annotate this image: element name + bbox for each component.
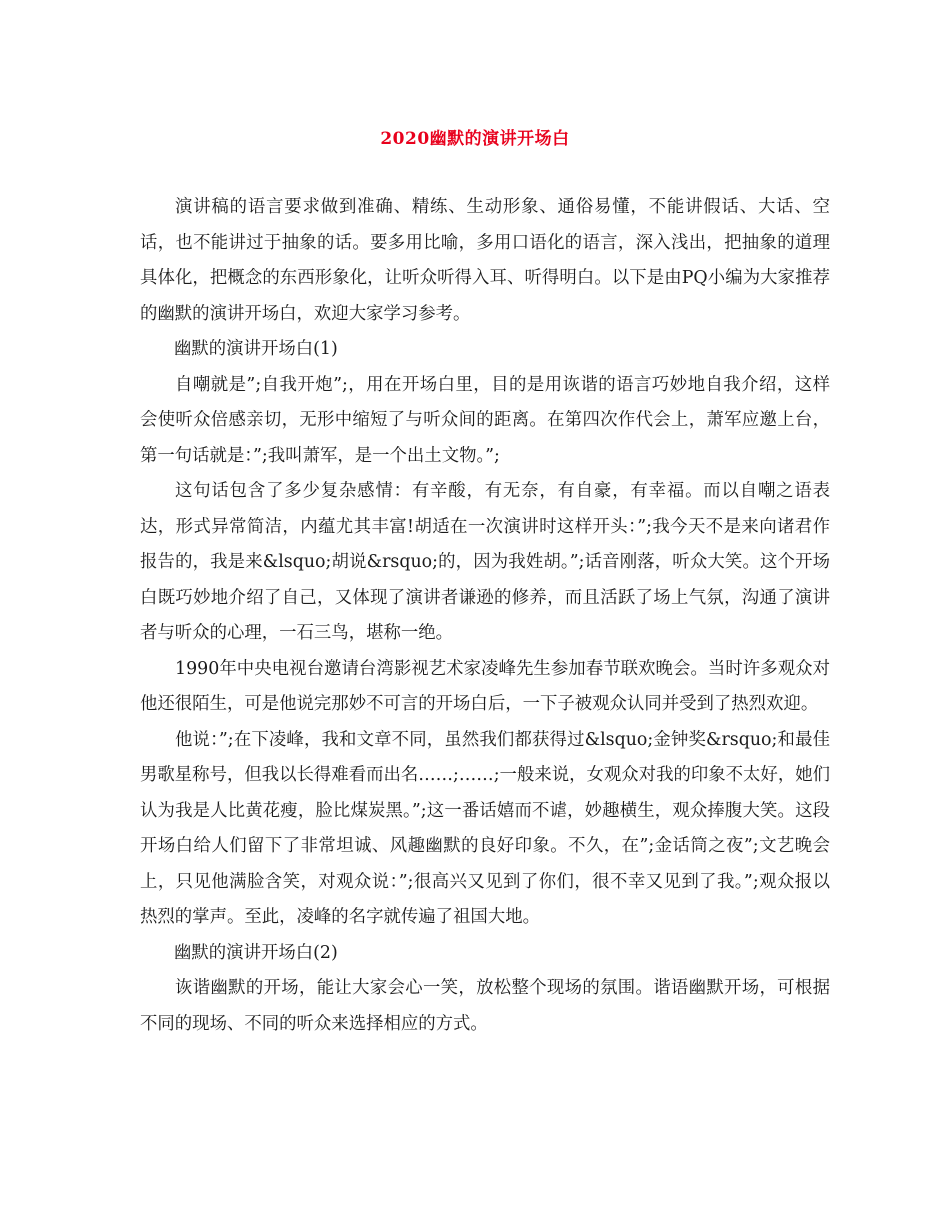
document-title: 2020幽默的演讲开场白: [380, 129, 570, 149]
body-paragraph: 这句话包含了多少复杂感情：有辛酸，有无奈，有自豪，有幸福。而以自嘲之语表达，形式异常简洁，内蕴尤其丰富!胡适在一次演讲时这样开头：”;我今天不是来向诸君作报告的，我是来&lsquo;胡说&rsquo;的，因为我姓胡。”;话音刚落，听众大笑。这个开场白既巧妙地介绍了自己，又体现了演讲者谦逊的修养，而且活跃了场上气氛，沟通了演讲者与听众的心理，一石三鸟，堪称一绝。: [140, 481, 830, 643]
section-heading-1: 幽默的演讲开场白(1): [174, 339, 338, 359]
body-paragraph: 1990年中央电视台邀请台湾影视艺术家凌峰先生参加春节联欢晚会。当时许多观众对他还很陌生，可是他说完那妙不可言的开场白后，一下子被观众认同并受到了热烈欢迎。: [140, 658, 830, 714]
body-paragraph: 他说：”;在下凌峰，我和文章不同，虽然我们都获得过&lsquo;金钟奖&rsquo;和最佳男歌星称号，但我以长得难看而出名……;……;一般来说，女观众对我的印象不太好，她们认为我是人比黄花瘦，脸比煤炭黑。”;这一番话嬉而不谑，妙趣横生，观众捧腹大笑。这段开场白给人们留下了非常坦诚、风趣幽默的良好印象。不久，在”;金话筒之夜”;文艺晚会上，只见他满脸含笑，对观众说：”;很高兴又见到了你们，很不幸又见到了我。”;观众报以热烈的掌声。至此，凌峰的名字就传遍了祖国大地。: [140, 729, 830, 927]
section-heading-2: 幽默的演讲开场白(2): [174, 942, 338, 963]
document-body: [140, 190, 830, 1042]
body-paragraph: 诙谐幽默的开场，能让大家会心一笑，放松整个现场的氛围。谐语幽默开场，可根据不同的现场、不同的听众来选择相应的方式。: [140, 978, 830, 1034]
body-paragraph: 自嘲就是”;自我开炮”;，用在开场白里，目的是用诙谐的语言巧妙地自我介绍，这样会使听众倍感亲切，无形中缩短了与听众间的距离。在第四次作代会上，萧军应邀上台，第一句话就是：”;我叫萧军，是一个出土文物。”;: [140, 374, 830, 466]
intro-paragraph: 演讲稿的语言要求做到准确、精练、生动形象、通俗易懂，不能讲假话、大话、空话，也不能讲过于抽象的话。要多用比喻，多用口语化的语言，深入浅出，把抽象的道理具体化，把概念的东西形象化，让听众听得入耳、听得明白。以下是由PQ小编为大家推荐的幽默的演讲开场白，欢迎大家学习参考。: [140, 197, 830, 324]
